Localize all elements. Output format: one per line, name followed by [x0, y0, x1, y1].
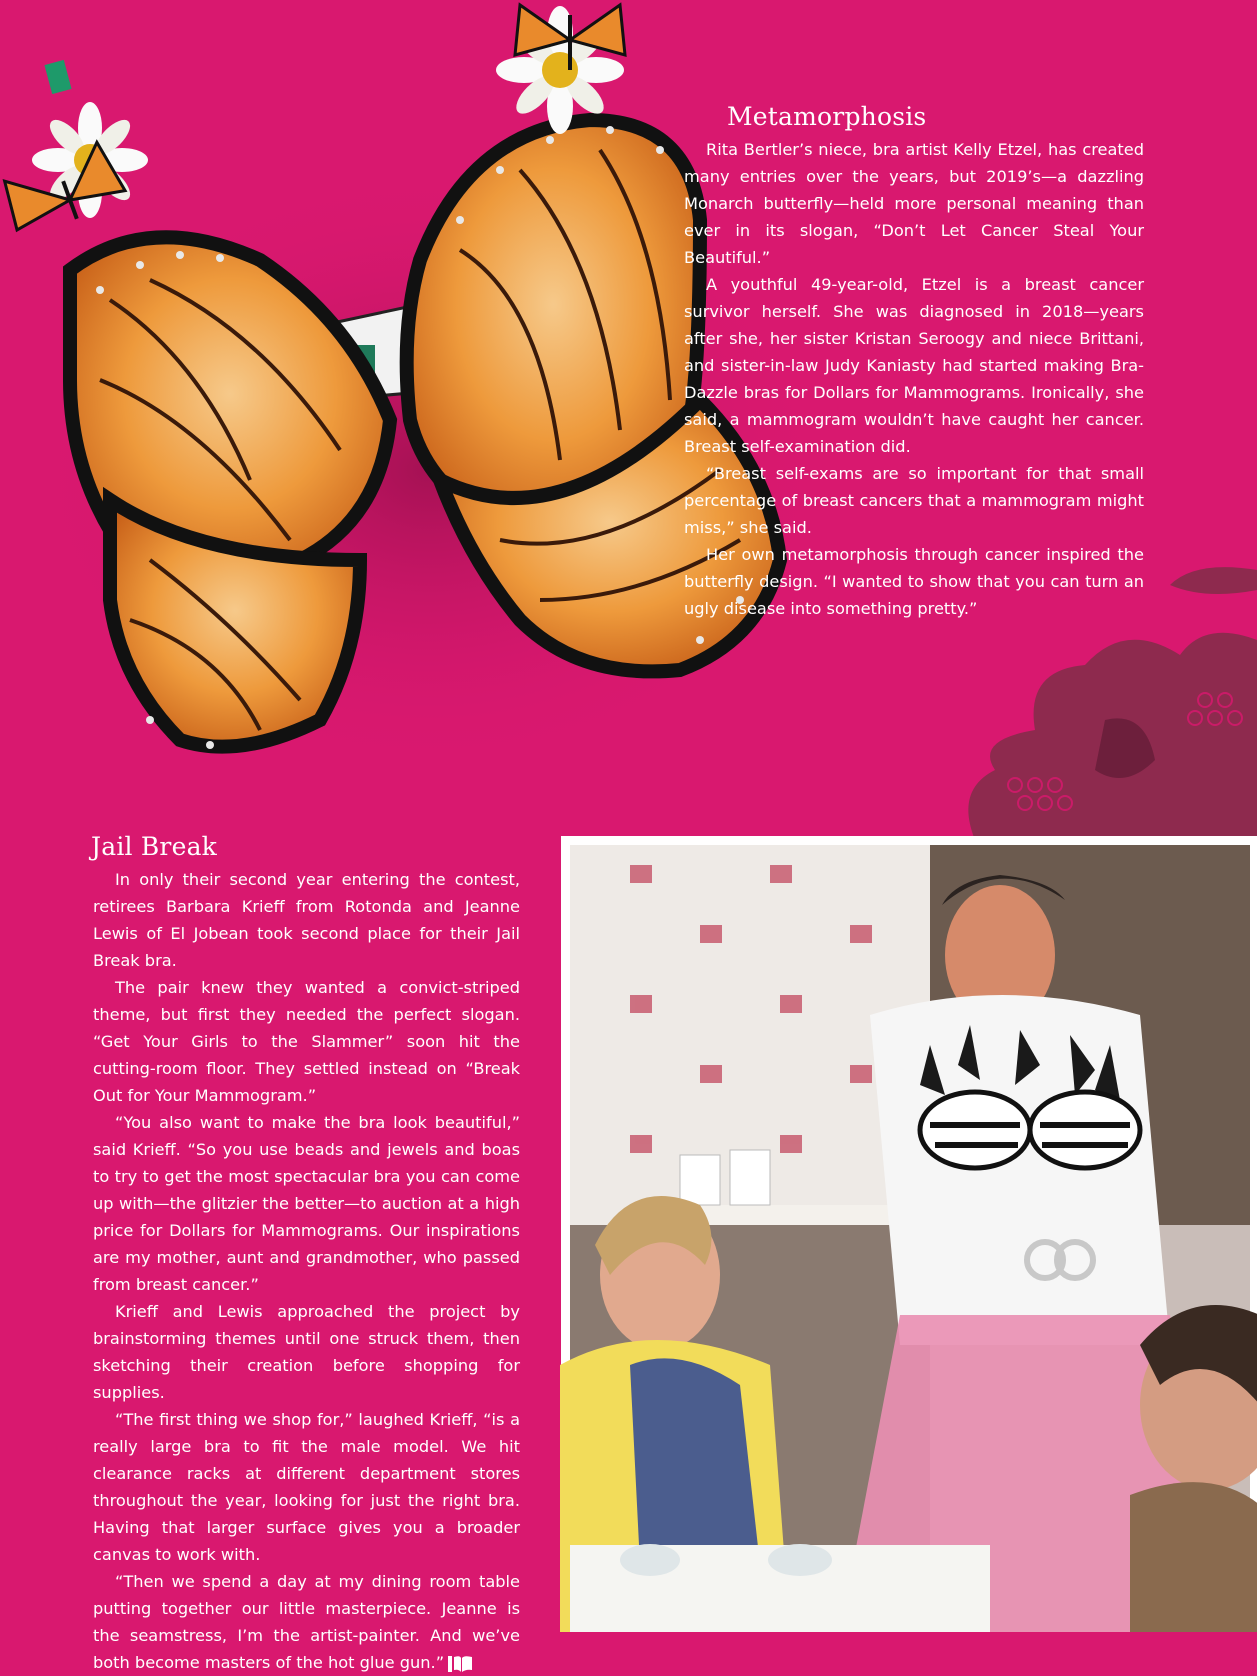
metamorphosis-paragraph: Rita Bertler’s niece, bra artist Kelly Etzel, has created many entries over the years, but 2019’s—a dazzling Monarch butterfly—held more personal meaning than ever in its slogan, “Don’t Let Cancer Steal Your Beautiful.”	[684, 140, 1144, 267]
jail-break-paragraph-last	[93, 1568, 520, 1676]
metamorphosis-paragraph: Her own metamorphosis through cancer inspired the butterfly design. “I wanted to show that you can turn an ugly disease into something pretty.”	[684, 545, 1144, 618]
event-photo	[570, 845, 1250, 1632]
jail-break-paragraph: In only their second year entering the contest, retirees Barbara Krieff from Rotonda and Jeanne Lewis of El Jobean took second place for their Jail Break bra.	[93, 870, 520, 970]
jail-break-paragraph-text: “Then we spend a day at my dining room table putting together our little masterpiece. Jeanne is the seamstress, I’m the artist-painter. And we’ve both become masters of the hot glue gun.”	[93, 1572, 520, 1672]
jail-break-article	[93, 866, 520, 1676]
jail-break-heading: Jail Break	[91, 832, 218, 861]
metamorphosis-paragraph: “Breast self-exams are so important for that small percentage of breast cancers that a mammogram might miss,” she said.	[684, 464, 1144, 537]
event-photo-frame	[561, 836, 1257, 1632]
jail-break-paragraph: “The first thing we shop for,” laughed Krieff, “is a really large bra to fit the male model. We hit clearance racks at different department stores throughout the year, looking for just the right bra. Having that larger surface gives you a broader canvas to work with.	[93, 1410, 520, 1564]
article-end-mark-icon	[448, 1655, 474, 1673]
jail-break-paragraph: The pair knew they wanted a convict-striped theme, but first they needed the perfect slogan. “Get Your Girls to the Slammer” soon hit the cutting-room floor. They settled instead on “Break Out for Your Mammogram.”	[93, 978, 520, 1105]
jail-break-paragraph: Krieff and Lewis approached the project by brainstorming themes until one struck them, then sketching their creation before shopping for supplies.	[93, 1302, 520, 1402]
jail-break-paragraph: “You also want to make the bra look beautiful,” said Krieff. “So you use beads and jewels and boas to try to get the most spectacular bra you can come up with—the glitzier the better—to auction at a high price for Dollars for Mammograms. Our inspirations are my mother, aunt and grandmother, who passed from breast cancer.”	[93, 1113, 520, 1294]
metamorphosis-paragraph: A youthful 49-year-old, Etzel is a breast cancer survivor herself. She was diagnosed in 2018—years after she, her sister Kristan Seroogy and niece Brittani, and sister-in-law Judy Kaniasty had started making Bra-Dazzle bras for Dollars for Mammograms. Ironically, she said, a mammogram wouldn’t have caught her cancer. Breast self-examination did.	[684, 275, 1144, 456]
metamorphosis-heading: Metamorphosis	[727, 102, 927, 131]
metamorphosis-article	[684, 136, 1144, 622]
